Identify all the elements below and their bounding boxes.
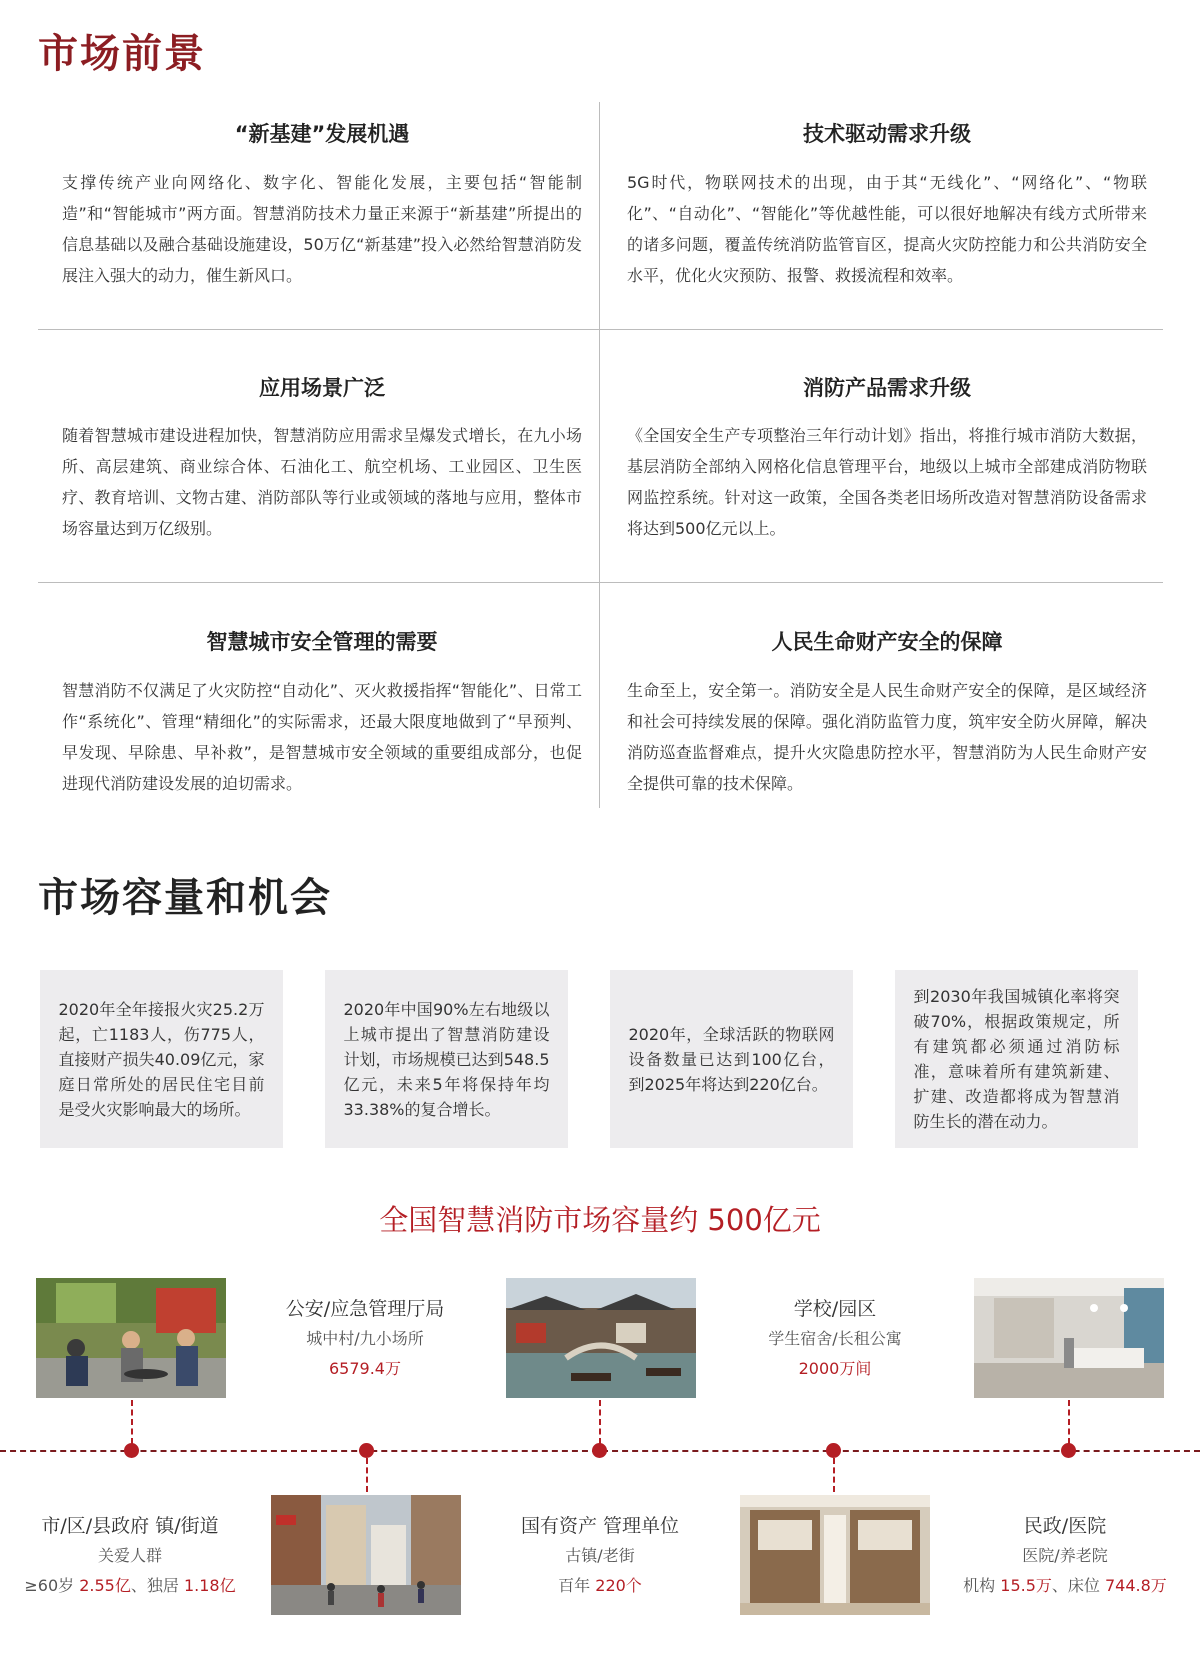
info-value: 6579.4万	[329, 1359, 401, 1378]
timeline-info-public-security	[245, 1294, 485, 1384]
stat-text: 2020年，全球活跃的物联网设备数量已达到100亿台，到2025年将达到220亿台。	[628, 1024, 835, 1094]
timeline-node	[1061, 1443, 1076, 1458]
cell-body: 生命至上，安全第一。消防安全是人民生命财产安全的保障，是区域经济和社会可持续发展的保障。强化消防监管力度，筑牢安全防火屏障，解决消防巡查监督难点，提升火灾隐患防控水平，智慧消防为人民生命财产安全提供可靠的技术保障。	[627, 681, 1147, 793]
info-subtitle: 古镇/老街	[565, 1546, 635, 1565]
info-subtitle: 城中村/九小场所	[306, 1329, 424, 1348]
info-value-number: 15.5万	[1000, 1576, 1052, 1595]
cell-body: 5G时代，物联网技术的出现，由于其“无线化”、“网络化”、“物联化”、“自动化”、“智能化”等优越性能，可以很好地解决有线方式所带来的诸多问题，覆盖传统消防监管盲区，提高火灾防控能力和公共消防安全水平，优化火灾预防、报警、救援流程和效率。	[627, 173, 1147, 285]
info-value	[480, 1571, 720, 1601]
timeline-connector	[366, 1458, 368, 1492]
info-value-label: ≥60岁	[24, 1576, 80, 1595]
timeline-node	[592, 1443, 607, 1458]
cell-title: 技术驱动需求升级	[803, 122, 971, 146]
info-value-label: 机构	[963, 1576, 1001, 1595]
stat-box	[40, 970, 283, 1148]
timeline-connector	[1068, 1400, 1070, 1444]
timeline-connector	[833, 1458, 835, 1492]
info-value-label: 、独居	[130, 1576, 184, 1595]
info-subtitle: 学生宿舍/长租公寓	[768, 1329, 902, 1348]
info-value-number: 1.18亿	[183, 1576, 236, 1595]
stat-text: 2020年中国90%左右地级以上城市提出了智慧消防建设计划，市场规模已达到548.5亿元，未来5年将保持年均33.38%的复合增长。	[343, 999, 550, 1119]
stat-text: 到2030年我国城镇化率将突破70%，根据政策规定，所有建筑都必须通过消防标准，意味着所有建筑新建、扩建、改造都将成为智慧消防生长的潜在动力。	[913, 987, 1120, 1131]
cell-title: 人民生命财产安全的保障	[771, 630, 1003, 654]
cell-title: 消防产品需求升级	[803, 376, 971, 400]
timeline-info-civil-affairs	[940, 1511, 1190, 1601]
cell-title: 应用场景广泛	[259, 376, 385, 400]
photo-street-town	[271, 1495, 461, 1615]
timeline-node	[124, 1443, 139, 1458]
cell-body: 随着智慧城市建设进程加快，智慧消防应用需求呈爆发式增长，在九小场所、高层建筑、商业综合体、石油化工、航空机场、工业园区、卫生医疗、教育培训、文物古建、消防部队等行业或领域的落地与应用，整体市场容量达到万亿级别。	[62, 426, 582, 538]
info-value-number: 2.55亿	[79, 1576, 131, 1595]
cell-title: 智慧城市安全管理的需要	[206, 630, 438, 654]
stat-text: 2020年全年接报火灾25.2万起，亡1183人，伤775人，直接财产损失40.09亿元，家庭日常所处的居民住宅目前是受火灾影响最大的场所。	[58, 999, 265, 1119]
cell-body: 《全国安全生产专项整治三年行动计划》指出，将推行城市消防大数据，基层消防全部纳入网格化信息管理平台，地级以上城市全部建成消防物联网监控系统。针对这一政策，全国各类老旧场所改造对智慧消防设备需求将达到500亿元以上。	[627, 426, 1147, 538]
grid-horizontal-divider	[38, 582, 1163, 583]
stat-box	[895, 970, 1138, 1148]
cell-title: “新基建”发展机遇	[234, 122, 410, 146]
cell-body: 智慧消防不仅满足了火灾防控“自动化”、灭火救援指挥“智能化”、日常工作“系统化”、管理“精细化”的实际需求，还最大限度地做到了“早预判、早发现、早除患、早补救”，是智慧城市安全领域的重要组成部分，也促进现代消防建设发展的迫切需求。	[62, 681, 582, 793]
info-subtitle: 医院/养老院	[1022, 1546, 1108, 1565]
info-title: 民政/医院	[1023, 1515, 1107, 1537]
section-title-market-capacity: 市场容量和机会	[38, 875, 332, 921]
timeline-info-state-assets	[480, 1511, 720, 1601]
cell-body: 支撑传统产业向网络化、数字化、智能化发展，主要包括“智能制造”和“智能城市”两方面。智慧消防技术力量正来源于“新基建”所提出的信息基础以及融合基础设施建设，50万亿“新基建”投入必然给智慧消防发展注入强大的动力，催生新风口。	[62, 173, 582, 285]
info-value	[940, 1571, 1190, 1601]
stat-box	[610, 970, 853, 1148]
photo-hospital-ward	[974, 1278, 1164, 1398]
info-value: 2000万间	[798, 1359, 872, 1378]
info-value-number: 220个	[595, 1576, 642, 1595]
timeline-connector	[131, 1400, 133, 1444]
timeline-node	[826, 1443, 841, 1458]
timeline-connector	[599, 1400, 601, 1444]
photo-ancient-town-canal	[506, 1278, 696, 1398]
info-value-number: 744.8万	[1105, 1576, 1167, 1595]
info-value-label: 百年	[558, 1576, 596, 1595]
stat-box	[325, 970, 568, 1148]
market-size-headline: 全国智慧消防市场容量约 500亿元	[379, 1203, 821, 1237]
photo-dormitory-room	[740, 1495, 930, 1615]
info-title: 市/区/县政府 镇/街道	[41, 1515, 219, 1537]
photo-elderly-people-park	[36, 1278, 226, 1398]
info-title: 国有资产 管理单位	[520, 1515, 680, 1537]
grid-vertical-divider	[599, 102, 600, 808]
timeline-node	[359, 1443, 374, 1458]
section-title-market-outlook: 市场前景	[38, 31, 206, 77]
info-title: 学校/园区	[793, 1298, 877, 1320]
timeline-info-schools	[715, 1294, 955, 1384]
info-subtitle: 关爱人群	[97, 1546, 162, 1565]
info-value-label: 、床位	[1051, 1576, 1105, 1595]
grid-horizontal-divider	[38, 329, 1163, 330]
info-title: 公安/应急管理厅局	[285, 1298, 445, 1320]
info-value	[10, 1571, 250, 1601]
timeline-info-government	[10, 1511, 250, 1601]
